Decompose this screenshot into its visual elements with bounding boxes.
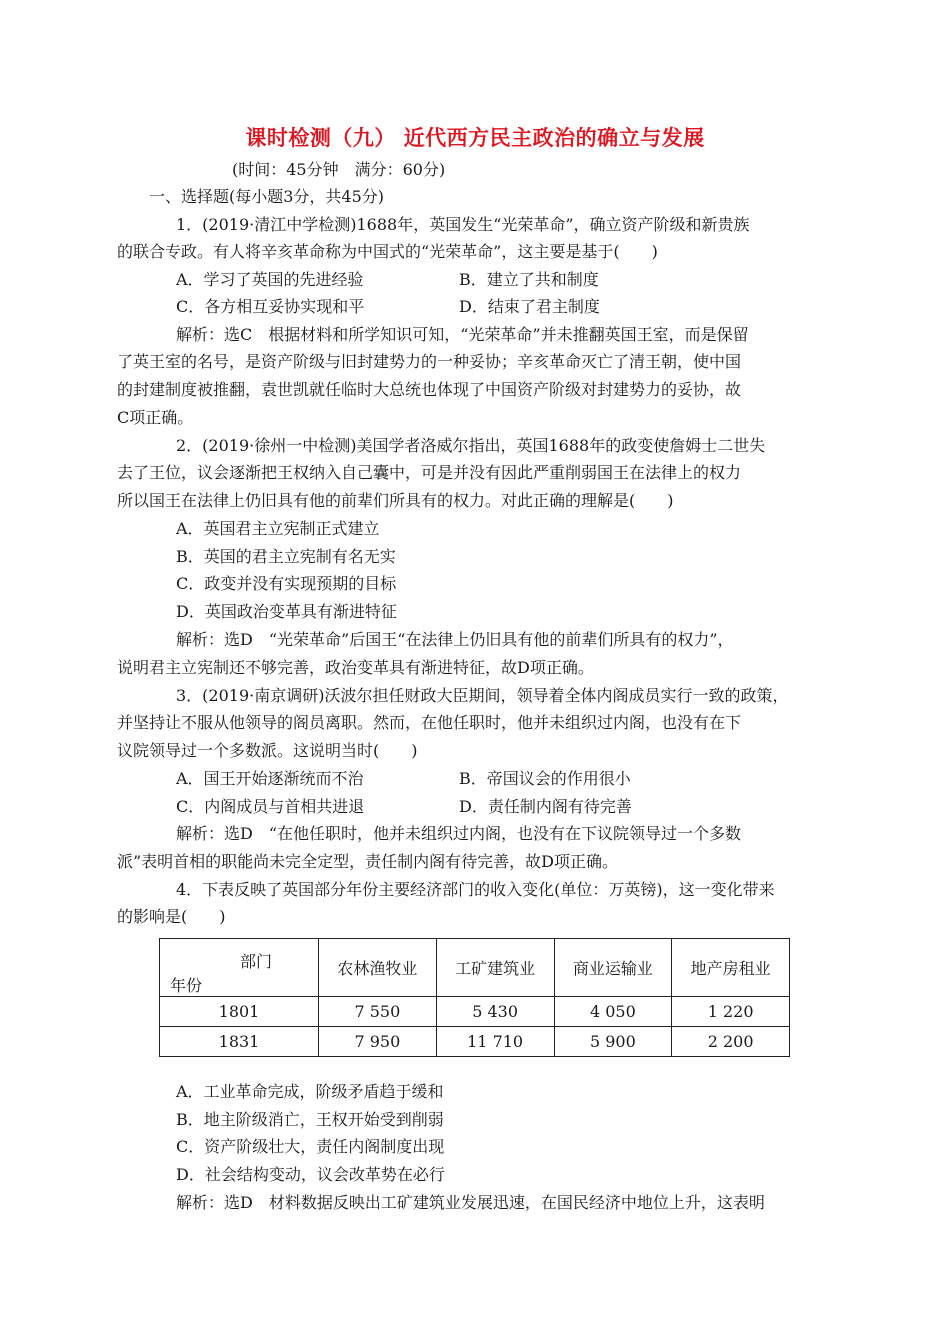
q2-option-b: B．英国的君主立宪制有名无实 [176, 547, 396, 566]
q3-option-a: A．国王开始逐渐统而不治 [176, 769, 364, 788]
income-table [159, 938, 790, 1057]
table-cell: 7 550 [319, 997, 437, 1027]
q2-stem-line: 2．(2019·徐州一中检测)美国学者洛威尔指出，英国1688年的政变使詹姆士二世失 [176, 436, 766, 455]
q3-stem-line: 议院领导过一个多数派。这说明当时( ) [117, 741, 418, 760]
table-header-cell: 农林渔牧业 [319, 939, 437, 997]
q2-stem-line: 去了王位，议会逐渐把王权纳入自己囊中，可是并没有因此严重削弱国王在法律上的权力 [117, 463, 742, 482]
q1-analysis-line: C项正确。 [117, 408, 194, 427]
q2-option-a: A．英国君主立宪制正式建立 [176, 519, 380, 538]
table-header-cell: 商业运输业 [554, 939, 672, 997]
q3-option-d: D．责任制内阁有待完善 [459, 797, 632, 816]
q4-option-b: B．地主阶级消亡，王权开始受到削弱 [176, 1110, 444, 1129]
table-row [160, 997, 790, 1027]
table-corner-cell [160, 939, 319, 997]
table-cell: 1831 [160, 1027, 319, 1057]
exam-meta: (时间：45分钟 满分：60分) [232, 160, 446, 179]
q1-option-d: D．结束了君主制度 [459, 297, 600, 316]
table-row [160, 1027, 790, 1057]
q1-stem-line: 的联合专政。有人将辛亥革命称为中国式的“光荣革命”，这主要是基于( ) [117, 242, 658, 261]
q2-stem-line: 所以国王在法律上仍旧具有他的前辈们所具有的权力。对此正确的理解是( ) [117, 491, 674, 510]
q4-option-a: A．工业革命完成，阶级矛盾趋于缓和 [176, 1082, 444, 1101]
table-cell: 2 200 [672, 1027, 790, 1057]
table-header-row [160, 939, 790, 997]
q3-stem-line: 3．(2019·南京调研)沃波尔担任财政大臣期间，领导着全体内阁成员实行一致的政策， [176, 686, 789, 705]
q2-analysis-line: 说明君主立宪制还不够完善，政治变革具有渐进特征，故D项正确。 [117, 658, 594, 677]
q4-stem-line: 的影响是( ) [117, 907, 226, 926]
q1-analysis-line: 解析：选C 根据材料和所学知识可知，“光荣革命”并未推翻英国王室，而是保留 [176, 325, 749, 344]
q3-analysis-line: 派”表明首相的职能尚未完全定型，责任制内阁有待完善，故D项正确。 [117, 852, 619, 871]
q3-option-b: B．帝国议会的作用很小 [459, 769, 631, 788]
q2-analysis-line: 解析：选D “光荣革命”后国王“在法律上仍旧具有他的前辈们所具有的权力”， [176, 630, 734, 649]
corner-label-year: 年份 [170, 975, 203, 995]
q3-option-c: C．内阁成员与首相共进退 [176, 797, 365, 816]
page-title: 课时检测（九） 近代西方民主政治的确立与发展 [245, 126, 705, 150]
table-cell: 1 220 [672, 997, 790, 1027]
q1-option-c: C．各方相互妥协实现和平 [176, 297, 365, 316]
q1-option-b: B．建立了共和制度 [459, 270, 599, 289]
q4-option-c: C．资产阶级壮大，责任内阁制度出现 [176, 1137, 445, 1156]
q1-option-a: A．学习了英国的先进经验 [176, 270, 364, 289]
table-cell: 4 050 [554, 997, 672, 1027]
section-heading: 一、选择题(每小题3分，共45分) [149, 187, 385, 206]
q4-analysis-line: 解析：选D 材料数据反映出工矿建筑业发展迅速，在国民经济中地位上升，这表明 [176, 1193, 765, 1212]
q4-option-d: D．社会结构变动，议会改革势在必行 [176, 1165, 445, 1184]
q2-option-c: C．政变并没有实现预期的目标 [176, 574, 397, 593]
table-header-cell: 地产房租业 [672, 939, 790, 997]
table-cell: 1801 [160, 997, 319, 1027]
q2-option-d: D．英国政治变革具有渐进特征 [176, 602, 397, 621]
q1-analysis-line: 了英王室的名号，是资产阶级与旧封建势力的一种妥协；辛亥革命灭亡了清王朝，使中国 [117, 352, 742, 371]
q4-stem-line: 4．下表反映了英国部分年份主要经济部门的收入变化(单位：万英镑)，这一变化带来 [176, 880, 775, 899]
q3-stem-line: 并坚持让不服从他领导的阁员离职。然而，在他任职时，他并未组织过内阁，也没有在下 [117, 713, 742, 732]
corner-label-sector: 部门 [240, 951, 273, 971]
q1-analysis-line: 的封建制度被推翻，袁世凯就任临时大总统也体现了中国资产阶级对封建势力的妥协，故 [117, 380, 742, 399]
table-cell: 11 710 [436, 1027, 554, 1057]
table-cell: 5 430 [436, 997, 554, 1027]
table-header-cell: 工矿建筑业 [436, 939, 554, 997]
table-cell: 7 950 [319, 1027, 437, 1057]
q3-analysis-line: 解析：选D “在他任职时，他并未组织过内阁，也没有在下议院领导过一个多数 [176, 824, 742, 843]
q1-stem-line: 1．(2019·清江中学检测)1688年，英国发生“光荣革命”，确立资产阶级和新贵族 [176, 215, 750, 234]
table-cell: 5 900 [554, 1027, 672, 1057]
